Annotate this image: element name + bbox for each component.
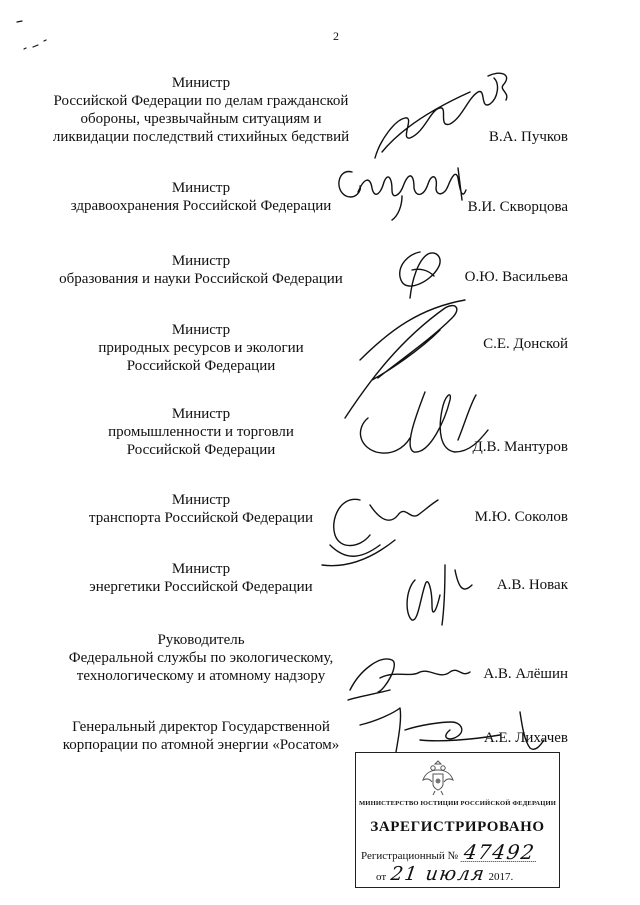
position-line: энергетики Российской Федерации — [89, 579, 313, 595]
signatory-position-3 — [48, 252, 354, 288]
position-line: Российской Федерации — [126, 358, 276, 374]
position-line: Министр — [171, 561, 231, 577]
signatory-position-1 — [48, 74, 354, 146]
stamp-year: 2017. — [488, 871, 514, 883]
stamp-date-prefix: от — [376, 871, 387, 883]
signatory-position-8 — [48, 631, 354, 685]
position-line: образования и науки Российской Федерации — [59, 271, 343, 287]
position-line: транспорта Российской Федерации — [88, 510, 314, 526]
position-line: Министр — [171, 492, 231, 508]
position-line: Министр — [171, 253, 231, 269]
position-line: Министр — [171, 180, 231, 196]
signatory-name-5: Д.В. Мантуров — [472, 439, 568, 455]
scan-artifact — [17, 21, 46, 49]
position-line: природных ресурсов и экологии — [98, 340, 304, 356]
page-number: 2 — [333, 29, 339, 43]
signatory-name-8: А.В. Алёшин — [483, 666, 568, 682]
position-line: промышленности и торговли — [108, 424, 294, 440]
signatory-name-3: О.Ю. Васильева — [464, 269, 568, 285]
stamp-date-handwritten: 21 июля — [389, 863, 488, 885]
position-line: Руководитель — [157, 632, 245, 648]
position-line: Российской Федерации — [126, 442, 276, 458]
signatory-name-7: А.В. Новак — [496, 577, 568, 593]
signature-puchkov — [375, 73, 507, 158]
position-line: Генеральный директор Государственной — [72, 719, 330, 735]
position-line: Федеральной службы по экологическому, — [68, 650, 334, 666]
stamp-status: ЗАРЕГИСТРИРОВАНО — [370, 819, 545, 835]
signatory-position-2 — [48, 179, 354, 215]
signatory-position-6 — [48, 491, 354, 527]
position-line: здравоохранения Российской Федерации — [70, 198, 332, 214]
stamp-registration-number: 47492 — [462, 840, 537, 864]
signatory-position-9 — [48, 718, 354, 754]
signature-vasilyeva — [400, 252, 440, 298]
signatory-position-4 — [48, 321, 354, 375]
signatory-name-2: В.И. Скворцова — [467, 199, 568, 215]
stamp-ministry: МИНИСТЕРСТВО ЮСТИЦИИ РОССИЙСКОЙ ФЕДЕРАЦИИ — [358, 800, 557, 807]
signature-alyoshin — [348, 659, 470, 700]
coat-of-arms-icon — [420, 760, 456, 796]
position-line: технологическому и атомному надзору — [76, 668, 326, 684]
signature-donskoy — [345, 300, 465, 418]
signatory-name-6: М.Ю. Соколов — [474, 509, 568, 525]
signatory-name-9: А.Е. Лихачев — [483, 730, 568, 746]
signature-skvortsova — [339, 168, 466, 220]
position-line: обороны, чрезвычайным ситуациям и — [80, 111, 322, 127]
stamp-registration-line — [361, 840, 537, 865]
stamp-date-line — [376, 865, 513, 887]
position-line: ликвидации последствий стихийных бедствий — [52, 129, 350, 145]
registration-stamp — [355, 752, 560, 888]
signature-manturov — [360, 392, 488, 453]
position-line: Министр — [171, 322, 231, 338]
position-line: Российской Федерации по делам гражданской — [53, 93, 349, 109]
signatory-position-5 — [48, 405, 354, 459]
position-line: Министр — [171, 75, 231, 91]
signatory-position-7 — [48, 560, 354, 596]
stamp-registration-label: Регистрационный № — [361, 850, 459, 862]
position-line: корпорации по атомной энергии «Росатом» — [62, 737, 340, 753]
signatory-name-1: В.А. Пучков — [488, 129, 568, 145]
position-line: Министр — [171, 406, 231, 422]
signature-novak — [407, 565, 472, 625]
signatory-name-4: С.Е. Донской — [483, 336, 568, 352]
